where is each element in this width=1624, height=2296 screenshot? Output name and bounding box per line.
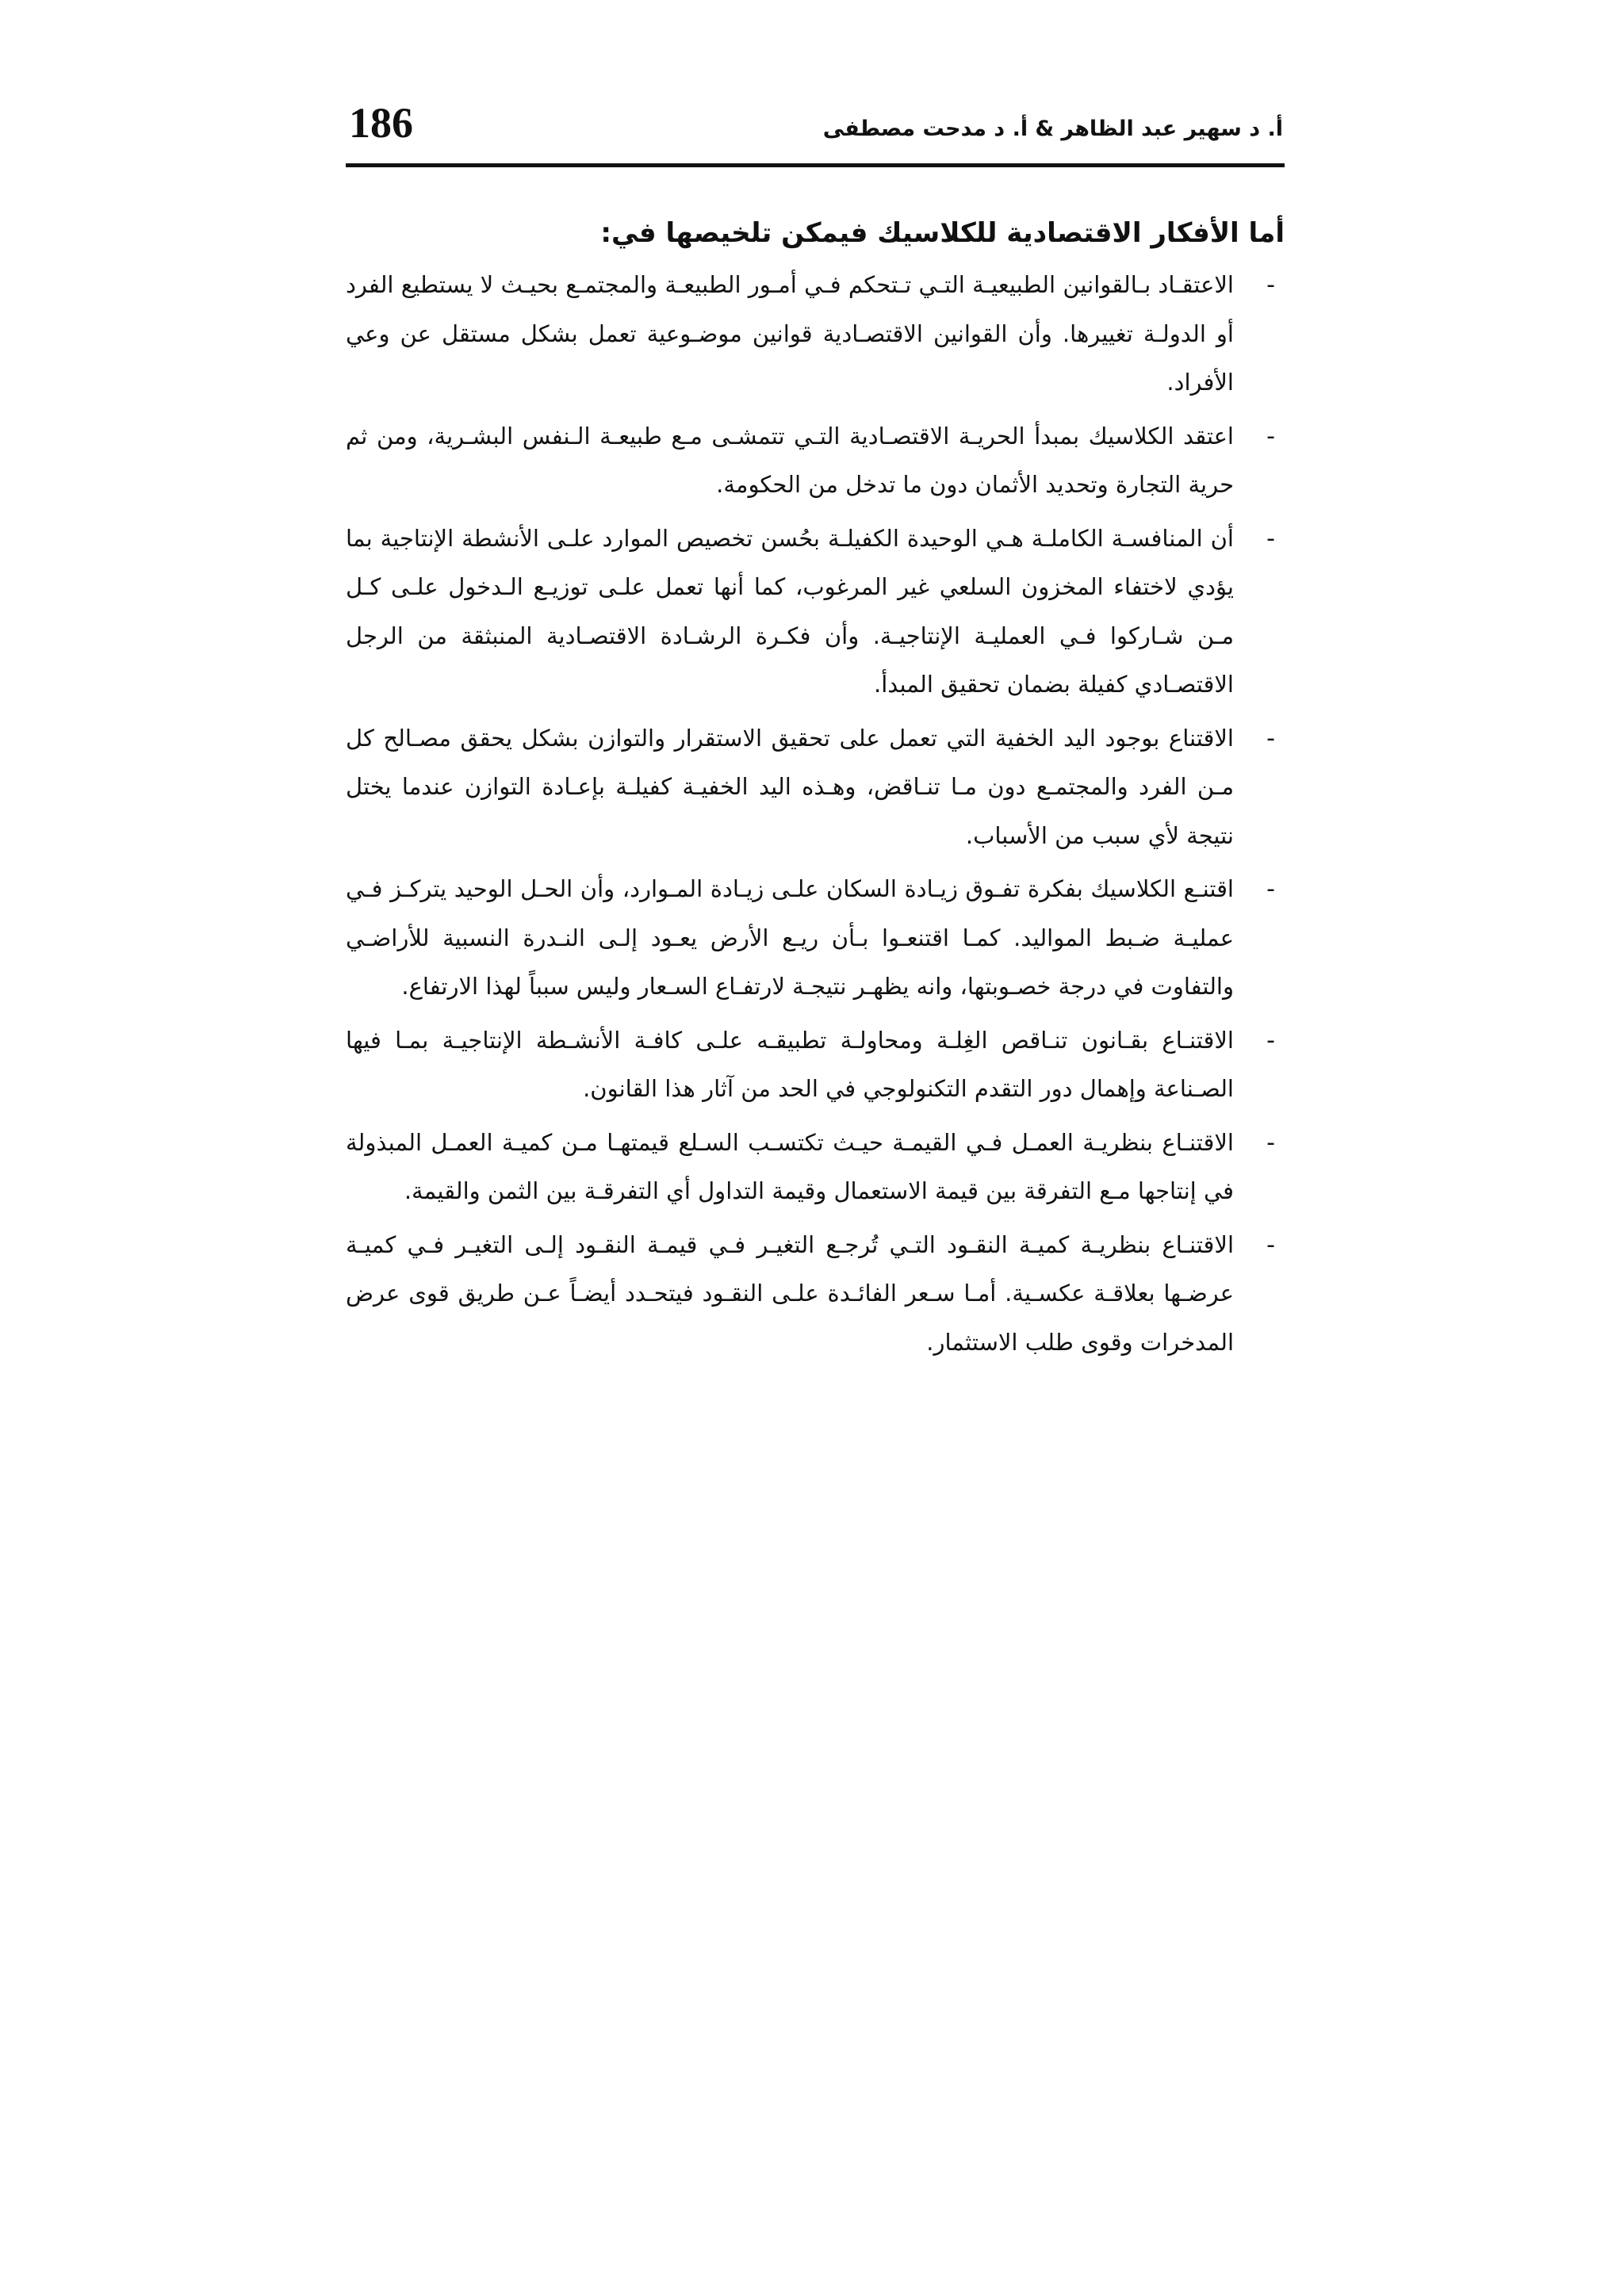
section-title: أما الأفكار الاقتصادية للكلاسيك فيمكن تلخيصها في: <box>600 217 1285 249</box>
list-item <box>346 515 1285 710</box>
list-item-text: الاقتنـاع بقـانون تنـاقص الغِلـة ومحاولـة تطبيقـه علـى كافـة الأنشـطة الإنتاجيـة بمـا فيها الصـناعة وإهمال دور التقدم التكنولوجي في الحد من آثار هذا القانون. <box>346 1026 1234 1102</box>
list-item <box>346 714 1285 861</box>
list-item <box>346 261 1285 408</box>
list-item <box>346 1119 1285 1216</box>
bullet-dash: - <box>1266 1128 1275 1157</box>
bullet-dash: - <box>1266 524 1275 553</box>
list-item <box>346 1016 1285 1114</box>
list-item-text: اعتقد الكلاسيك بمبدأ الحريـة الاقتصـادية التـي تتمشـى مـع طبيعـة الـنفس البشـرية، ومن ثم حرية التجارة وتحديد الأثمان دون ما تدخل من الحكومة. <box>346 422 1234 498</box>
list-item-text: أن المنافسـة الكاملـة هـي الوحيدة الكفيلـة بحُسن تخصيص الموارد علـى الأنشطة الإنتاجية بما يؤدي لاختفاء المخزون السلعي غير المرغوب، كما أنها تعمل علـى توزيـع الـدخول علـى كـل مـن شـاركوا فـي العمليـة الإنتاجيـة. وأن فكـرة الرشـادة الاقتصـادية المنبثقة من الرجل الاقتصـادي كفيلة بضمان تحقيق المبدأ. <box>346 524 1234 698</box>
book-page <box>346 95 1285 2196</box>
list-item-text: الاقتناع بوجود اليد الخفية التي تعمل على تحقيق الاستقرار والتوازن بشكل يحقق مصـالح كل مـن الفرد والمجتمـع دون مـا تنـاقض، وهـذه اليد الخفيـة كفيلـة بإعـادة التوازن عندما يختل نتيجة لأي سبب من الأسباب. <box>346 724 1234 849</box>
ideas-list <box>346 261 1285 1367</box>
bullet-dash: - <box>1266 1026 1275 1054</box>
bullet-dash: - <box>1266 875 1275 903</box>
running-head-authors: أ. د سهير عبد الظاهر & أ. د مدحت مصطفى <box>822 117 1283 141</box>
list-item <box>346 865 1285 1012</box>
list-item-text: الاقتنـاع بنظريـة كميـة النقـود التـي تُرجـع التغيـر فـي قيمـة النقـود إلـى التغيـر فـي كميـة عرضـها بعلاقـة عكسـية. أمـا سـعر الفائـدة علـى النقـود فيتحـدد أيضـاً عـن طريق قوى عرض المدخرات وقوى طلب الاستثمار. <box>346 1230 1234 1356</box>
bullet-dash: - <box>1266 271 1275 299</box>
page-number: 186 <box>349 99 413 147</box>
list-item <box>346 412 1285 510</box>
list-item-text: الاعتقـاد بـالقوانين الطبيعيـة التـي تـتحكم فـي أمـور الطبيعـة والمجتمـع بحيـث لا يستطيع الفرد أو الدولـة تغييرها. وأن القوانين الاقتصـادية قوانين موضـوعية تعمل بشكل مستقل عن وعي الأفراد. <box>346 271 1234 396</box>
list-item <box>346 1221 1285 1368</box>
bullet-dash: - <box>1266 724 1275 752</box>
bullet-dash: - <box>1266 1230 1275 1259</box>
list-item-text: اقتنـع الكلاسيك بفكرة تفـوق زيـادة السكان علـى زيـادة المـوارد، وأن الحـل الوحيد يتركـز فـي عمليـة ضـبط المواليد. كمـا اقتنعـوا بـأن ريـع الأرض يعـود إلـى النـدرة النسبية للأراضـي والتفاوت في درجة خصـوبتها، وانه يظهـر نتيجـة لارتفـاع السـعار وليس سبباً لهذا الارتفاع. <box>346 875 1234 1000</box>
list-item-text: الاقتنـاع بنظريـة العمـل فـي القيمـة حيـث تكتسـب السـلع قيمتهـا مـن كميـة العمـل المبذولة في إنتاجها مـع التفرقة بين قيمة الاستعمال وقيمة التداول أي التفرقـة بين الثمن والقيمة. <box>346 1128 1234 1204</box>
page-header <box>346 95 1285 167</box>
bullet-dash: - <box>1266 422 1275 450</box>
